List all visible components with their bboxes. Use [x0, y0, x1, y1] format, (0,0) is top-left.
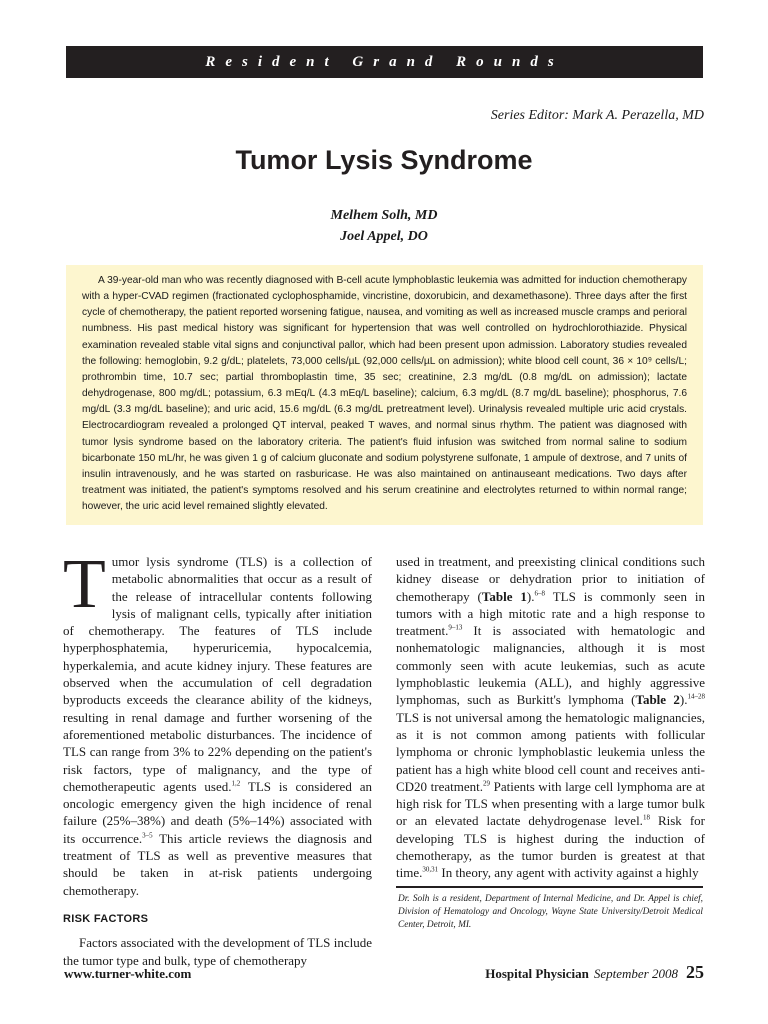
series-editor: Series Editor: Mark A. Perazella, MD: [490, 108, 704, 123]
risk-paragraph: Factors associated with the development of TLS include the tumor type and bulk, type of chemotherapy: [63, 935, 372, 968]
citation-ref: 29: [483, 779, 491, 788]
section-banner: Resident Grand Rounds: [66, 46, 703, 78]
citation-ref: 18: [642, 814, 650, 823]
section-heading: RISK FACTORS: [63, 912, 149, 925]
article-title: Tumor Lysis Syndrome: [235, 145, 533, 175]
citation-ref: 14–28: [687, 693, 705, 702]
footer-journal-info: [485, 962, 704, 983]
risk-paragraph-continued: used in treatment, and preexisting clinical conditions such kidney disease or dehydration prior to initiation of chemotherapy (Table 1).$^{6-8}$ TLS is commonly seen in tumors with a high mitotic rate and a high response to treatment.$^{9-13}$ It is associated with hematologic and nonhematologic malignancies, although it is most commonly seen with acute leukemias, such as acute lymphoblastic leukemia (ALL), and highly aggressive lymphomas, such as Burkitt's lymphoma (Table 2).$^{14-28}$ TLS is not universal among the hematologic malignancies, as it is not common among patients with follicular lymphoma or chronic lymphoblastic leukemia unless the patient has a high white blood cell count and receives anti-CD20 treatment.$^{29}$ Patients with large cell lymphoma are at high risk for TLS when presenting with a large tumor bulk or an elevated lactate dehydrogenase level.$^{18}$ Risk for developing TLS is highest during the induction of chemotherapy, as the tumor burden is greatest at that time.$^{30,31}$ In theory, any agent with activity against a highly: [396, 554, 705, 881]
case-presentation-box: [66, 265, 703, 525]
journal-name: Hospital Physician: [485, 966, 589, 981]
citation-ref: 6–8: [534, 589, 545, 598]
author-name: Melhem Solh, MD: [330, 208, 438, 223]
citation-ref: 9–13: [448, 623, 463, 632]
author-affiliation-footnote: Dr. Solh is a resident, Department of Internal Medicine, and Dr. Appel is chief, Division of Hematology and Oncology, Wayne State University/Detroit Medical Center, Detroit, MI.: [398, 894, 703, 930]
citation-ref: 3–5: [142, 831, 153, 840]
case-presentation-text: A 39-year-old man who was recently diagnosed with B-cell acute lymphoblastic leukemia was admitted for induction chemotherapy with a hyper-CVAD regimen (fractionated cyclophosphamide, vincristine, doxorubicin, and dexamethasone). Three days after the first cycle of chemotherapy, the patient reported worsening fatigue, nausea, and vomiting as well as increased muscle cramps and perioral numbness. His past medical history was significant for hypertension that was well controlled on hydrochlorothiazide. Physical examination revealed stable vital signs and conjunctival pallor, which had been present upon admission. Laboratory studies revealed the following: hemoglobin, 9.2 g/dL; platelets, 73,000 cells/µL (92,000 cells/µL on admission); white blood cell count, 36 × 10⁹ cells/L; prothrombin time, 10.7 sec; partial thromboplastin time, 35 sec; creatinine, 2.3 mg/dL (0.8 mg/dL on admission); lactate dehydrogenase, 800 mg/dL; potassium, 6.3 mEq/L (4.3 mEq/L baseline); calcium, 6.3 mg/dL (8.7 mg/dL baseline); phosphorus, 7.6 mg/dL (3.3 mg/dL baseline); and uric acid, 15.6 mg/dL (6.3 mg/dL pretreatment level). Urinalysis revealed multiple uric acid crystals. Electrocardiogram revealed a prolonged QT interval, peaked T waves, and normal sinus rhythm. The patient was diagnosed with tumor lysis syndrome based on the laboratory criteria. The patient's fluid infusion was switched from normal saline to sodium bicarbonate 150 mL/hr, he was given 1 g of calcium gluconate and sodium polystyrene sulfonate, 1 ampule of dextrose, and 7 units of insulin intravenously, and he was started on rasburicase. He was also maintained on antinauseant medications. Two days after treatment was initiated, the patient's symptoms resolved and his serum creatinine and electrolytes returned to within normal range; however, the uric acid level remained slightly elevated.: [82, 275, 687, 513]
footnote-divider: [396, 886, 703, 888]
issue-date: September 2008: [593, 966, 678, 981]
intro-paragraph: Tumor lysis syndrome (TLS) is a collection of metabolic abnormalities that occur as a result of the release of intracellular contents following lysis of malignant cells, typically after initiation of chemotherapy. The features of TLS include hyperphosphatemia, hyperuricemia, hypocalcemia, hyperkalemia, and acute kidney injury. These features are observed when the accumulation of cell degradation byproducts exceeds the clearance ability of the kidneys, resulting in renal damage and further worsening of the aforementioned metabolic disturbances. The incidence of TLS can range from 3% to 22% depending on the patient's risk factors, type of malignancy, and the type of chemotherapeutic agents used.$^{1,2}$ TLS is considered an oncologic emergency given the high incidence of renal failure (25%–38%) and death (5%–14%) associated with its occurrence.$^{3-5}$ This article reviews the diagnosis and treatment of TLS as well as preventive measures that should be taken in at-risk patients undergoing chemotherapy.: [63, 546, 372, 898]
page-number: 25: [686, 962, 704, 982]
author-name: Joel Appel, DO: [340, 229, 428, 244]
author-list: [0, 205, 768, 247]
body-column-left: [63, 546, 372, 969]
citation-ref: 1,2: [231, 779, 241, 788]
citation-ref: 30,31: [422, 866, 439, 875]
table-2-ref[interactable]: Table 2: [635, 692, 680, 708]
table-1-ref[interactable]: Table 1: [481, 588, 527, 604]
footer-url[interactable]: www.turner-white.com: [64, 966, 192, 981]
drop-cap: T: [63, 546, 106, 623]
body-column-right: [396, 553, 705, 882]
